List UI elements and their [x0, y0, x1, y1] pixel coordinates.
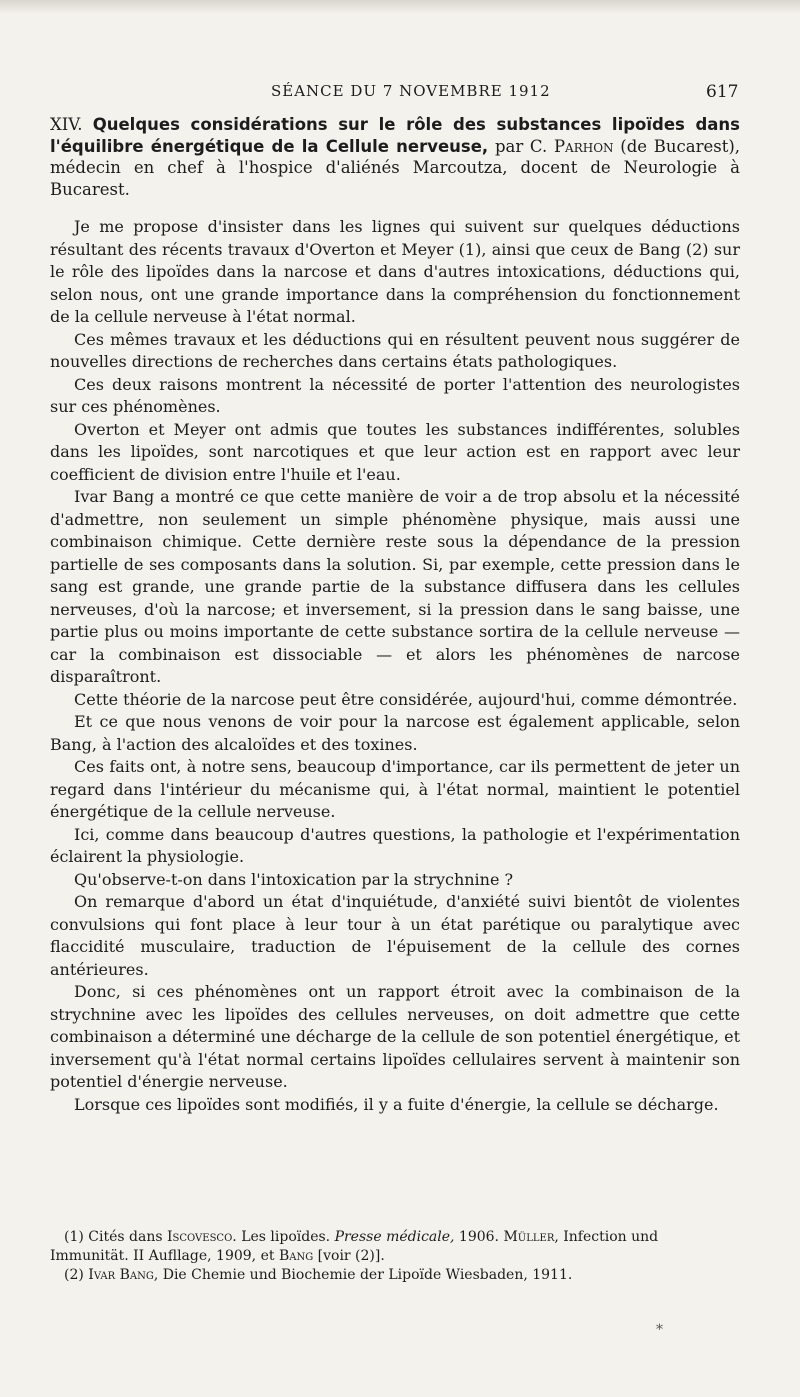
paragraph: Je me propose d'insister dans les lignes qui suivent sur quelques déductions résultant des récents travaux d'Overton et Meyer (1), ainsi que ceux de Bang (2) sur le rôle des lipoïdes dans la narcose et dans d'autres intoxications, déductions qui, selon nous, ont une grande importance dans la compréhension du fonctionnement de la cellule nerveuse à l'état normal.	[50, 217, 740, 326]
page-number: 617	[706, 82, 739, 102]
footnote-author: Müller,	[503, 1229, 559, 1245]
article-number: XIV.	[50, 115, 83, 134]
footnote-journal: Presse médicale,	[334, 1229, 455, 1245]
footnote-mark: (2)	[64, 1267, 84, 1283]
footnote-text: Die Chemie und Biochemie der Lipoïde Wiesbaden, 1911.	[162, 1267, 573, 1283]
article-heading	[50, 114, 740, 200]
paragraph: Et ce que nous venons de voir pour la narcose est également applicable, selon Bang, à l'action des alcaloïdes et des toxines.	[50, 712, 740, 754]
paragraph: Cette théorie de la narcose peut être considérée, aujourd'hui, comme démontrée.	[74, 689, 738, 709]
paragraph: Ces deux raisons montrent la nécessité de porter l'attention des neurologistes sur ces phénomènes.	[50, 374, 740, 416]
paragraph: Ces faits ont, à notre sens, beaucoup d'importance, car ils permettent de jeter un regard dans l'intérieur du mécanisme qui, à l'état normal, maintient le potentiel énergétique de la cellule nerveuse.	[50, 757, 740, 821]
footnote-author: Ivar Bang,	[88, 1267, 159, 1283]
running-title: SÉANCE DU 7 NOVEMBRE 1912	[271, 82, 551, 100]
footnote-author: Iscovesco.	[167, 1229, 237, 1245]
footnote-text: Infection und Immunität. II Aufllage, 1909, et	[50, 1229, 659, 1264]
paragraph: Ces mêmes travaux et les déductions qui en résultent peuvent nous suggérer de nouvelles directions de recherches dans certains états pathologiques.	[50, 329, 740, 371]
article-author: Parhon	[553, 136, 614, 156]
paragraph: Qu'observe-t-on dans l'intoxication par la strychnine ?	[74, 869, 514, 889]
paragraph: Lorsque ces lipoïdes sont modifiés, il y a fuite d'énergie, la cellule se décharge.	[74, 1094, 719, 1114]
scan-edge-shadow	[0, 0, 800, 14]
footnote-mark: (1)	[64, 1229, 84, 1245]
footnote-year: 1906.	[458, 1229, 500, 1245]
paragraph: Ivar Bang a montré ce que cette manière de voir a de trop absolu et la nécessité d'admettre, non seulement un simple phénomène physique, mais aussi une combinaison chimique. Cette dernière reste sous la dépendance de la pression partielle de ses composants dans la solution. Si, par exemple, cette pression dans le sang est grande, une grande partie de la substance diffusera dans les cellules nerveuses, d'où la narcose; et inversement, si la pression dans le sang baisse, une partie plus ou moins importante de cette substance sortira de la cellule nerveuse — car la combinaison est dissociable — et alors les phénomènes de narcose disparaîtront.	[50, 487, 740, 686]
paragraph: Ici, comme dans beaucoup d'autres questions, la pathologie et l'expérimentation éclairent la physiologie.	[50, 824, 740, 866]
article-title: Quelques considérations sur le rôle des substances lipoïdes dans l'équilibre énergétique de la Cellule nerveuse,	[50, 115, 741, 156]
article-by: par C.	[494, 136, 548, 156]
footnote-author: Bang	[278, 1248, 314, 1264]
paragraph: Overton et Meyer ont admis que toutes les substances indifférentes, solubles dans les lipoïdes, sont narcotiques et que leur action est en rapport avec leur coefficient de division entre l'huile et l'eau.	[50, 419, 740, 484]
running-header	[0, 82, 800, 108]
article-affiliation: (de Bucarest), médecin en chef à l'hospice d'aliénés Marcoutza, docent de Neurologie à Bucarest.	[50, 136, 741, 199]
paragraph: Donc, si ces phénomènes ont un rapport étroit avec la combinaison de la strychnine avec les lipoïdes des cellules nerveuses, on doit admettre que cette combinaison a déterminé une décharge de la cellule de son potentiel énergétique, et inversement qu'à l'état normal certains lipoïdes cellulaires servent à maintenir son potentiel d'énergie nerveuse.	[50, 982, 740, 1091]
footnote-text: Cités dans	[88, 1229, 163, 1245]
footnotes	[50, 1228, 740, 1285]
footnote-text: Les lipoïdes.	[241, 1229, 331, 1245]
paragraph: On remarque d'abord un état d'inquiétude, d'anxiété suivi bientôt de violentes convulsions qui font place à leur tour à un état parétique ou paralytique avec flaccidité musculaire, traduction de l'épuisement de la cellule des cornes antérieures.	[50, 892, 740, 979]
page-mark: *	[656, 1322, 663, 1338]
footnote-text: [voir (2)].	[317, 1248, 385, 1264]
article-body	[50, 114, 740, 1116]
footnote-2	[50, 1266, 740, 1285]
footnote-1	[50, 1228, 740, 1266]
